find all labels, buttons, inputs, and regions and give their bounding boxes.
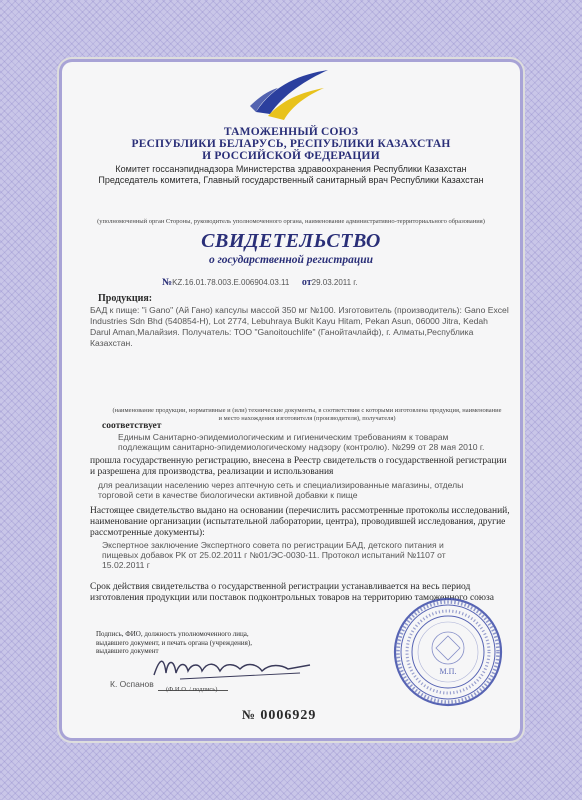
reg-number: KZ.16.01.78.003.E.006904.03.11 [172, 278, 290, 287]
signer-name: К. Оспанов [110, 679, 154, 689]
product-label: Продукция: [98, 293, 153, 304]
registration-line [162, 277, 357, 288]
basis-line-1: Экспертное заключение Экспертного совета по регистрации БАД, детского питания и [102, 540, 444, 550]
product-note [102, 407, 512, 422]
product-note-line-2: и место нахождения изготовителя (производителя), получателя) [218, 414, 396, 422]
handwritten-signature-icon [150, 653, 320, 681]
basis-line-2: пищевых добавок РК от 25.02.2011 г №01/ЭС-0030-11. Протокол испытаний №1107 от [102, 550, 446, 560]
committee-line-2: Председатель комитета, Главный государственный санитарный врач Республики Казахстан [98, 175, 484, 185]
compliance-text-line-1: Единым Санитарно-эпидемиологическим и гигиеническим требованиям к товарам [118, 432, 449, 442]
union-title-line-2: РЕСПУБЛИКИ БЕЛАРУСЬ, РЕСПУБЛИКИ КАЗАХСТАН [131, 138, 451, 150]
basis-line-3: 15.02.2011 г [102, 560, 150, 570]
signature-label-line-1: Подпись, ФИО, должность уполномоченного лица, [96, 630, 249, 638]
certificate-subtitle: о государственной регистрации [208, 254, 374, 266]
signature-label [96, 630, 266, 656]
reg-date-prefix: от [301, 277, 312, 288]
union-title-line-3: И РОССИЙСКОЙ ФЕДЕРАЦИИ [202, 150, 380, 162]
usage-text [98, 480, 518, 500]
basis-documents [102, 540, 512, 570]
usage-line-2: торговой сети в качестве биологически активной добавки к пище [98, 490, 358, 500]
product-text: БАД к пище: "i Gano" (Ай Гано) капсулы массой 350 мг №100. Изготовитель (производитель): Gano Excel Industries Sdn Bhd (540854-H), Lot 2774, Lebuhraya Bukit Kayu Hitam, Pekan Asun, 06000 Jitra, Kedah Darul Aman,Малайзия. Получатель: ТОО "Ganoitouchlife" (Ганойтачлайф), г. Алматы,Республика Казахстан. [90, 305, 509, 348]
form-number [242, 707, 316, 724]
usage-line-1: для реализации населению через аптечную сеть и специализированные магазины, отделы [98, 480, 464, 490]
certificate-title: СВИДЕТЕЛЬСТВО [201, 230, 381, 252]
certificate-body [62, 62, 520, 738]
seal-center-text: М.П. [439, 667, 457, 676]
committee-block [62, 164, 520, 186]
authority-note: (уполномоченный орган Стороны, руководитель уполномоченного органа, наименование административно-территориального образования) [97, 218, 485, 225]
customs-union-emblem-icon [244, 66, 334, 124]
official-seal-icon [392, 596, 504, 708]
union-title [62, 126, 520, 162]
reg-number-prefix: № [162, 277, 173, 288]
compliance-text-line-2: подлежащим санитарно-эпидемиологическому надзору (контролю). №299 от 28 мая 2010 г. [118, 442, 485, 452]
validity-statement: Срок действия свидетельства о государственной регистрации устанавливается на весь период изготовления продукции или поставок подконтрольных товаров на территорию таможенного союза [90, 582, 494, 603]
compliance-label: соответствует [102, 421, 162, 431]
signature-label-line-3: выдавшего документ [96, 647, 159, 655]
basis-statement: Настоящее свидетельство выдано на основании (перечислить рассмотренные протоколы исследований, наименование организации (испытательной лаборатории, центра), проводившей исследования, другие рассмотренные документы): [90, 506, 510, 538]
committee-line-1: Комитет госсанэпиднадзора Министерства здравоохранения Республики Казахстан [115, 164, 467, 174]
signature-label-line-2: выдавшего документ, и печать органа (учреждения), [96, 638, 252, 647]
product-note-line-1: (наименование продукции, нормативные и (или) технические документы, в соответствии с которыми изготовлена продукция, наименование [112, 407, 502, 414]
compliance-text [118, 432, 518, 452]
form-number-prefix: № [242, 707, 257, 722]
fio-note: (Ф.И.О. / подпись) [166, 686, 218, 693]
form-number-value: 0006929 [260, 708, 317, 723]
registration-statement: прошла государственную регистрацию, внесена в Реестр свидетельств о государственной регистрации и разрешена для производства, реализации и использования [90, 456, 507, 477]
reg-date: 29.03.2011 г. [311, 278, 358, 287]
union-title-line-1: ТАМОЖЕННЫЙ СОЮЗ [223, 126, 359, 138]
